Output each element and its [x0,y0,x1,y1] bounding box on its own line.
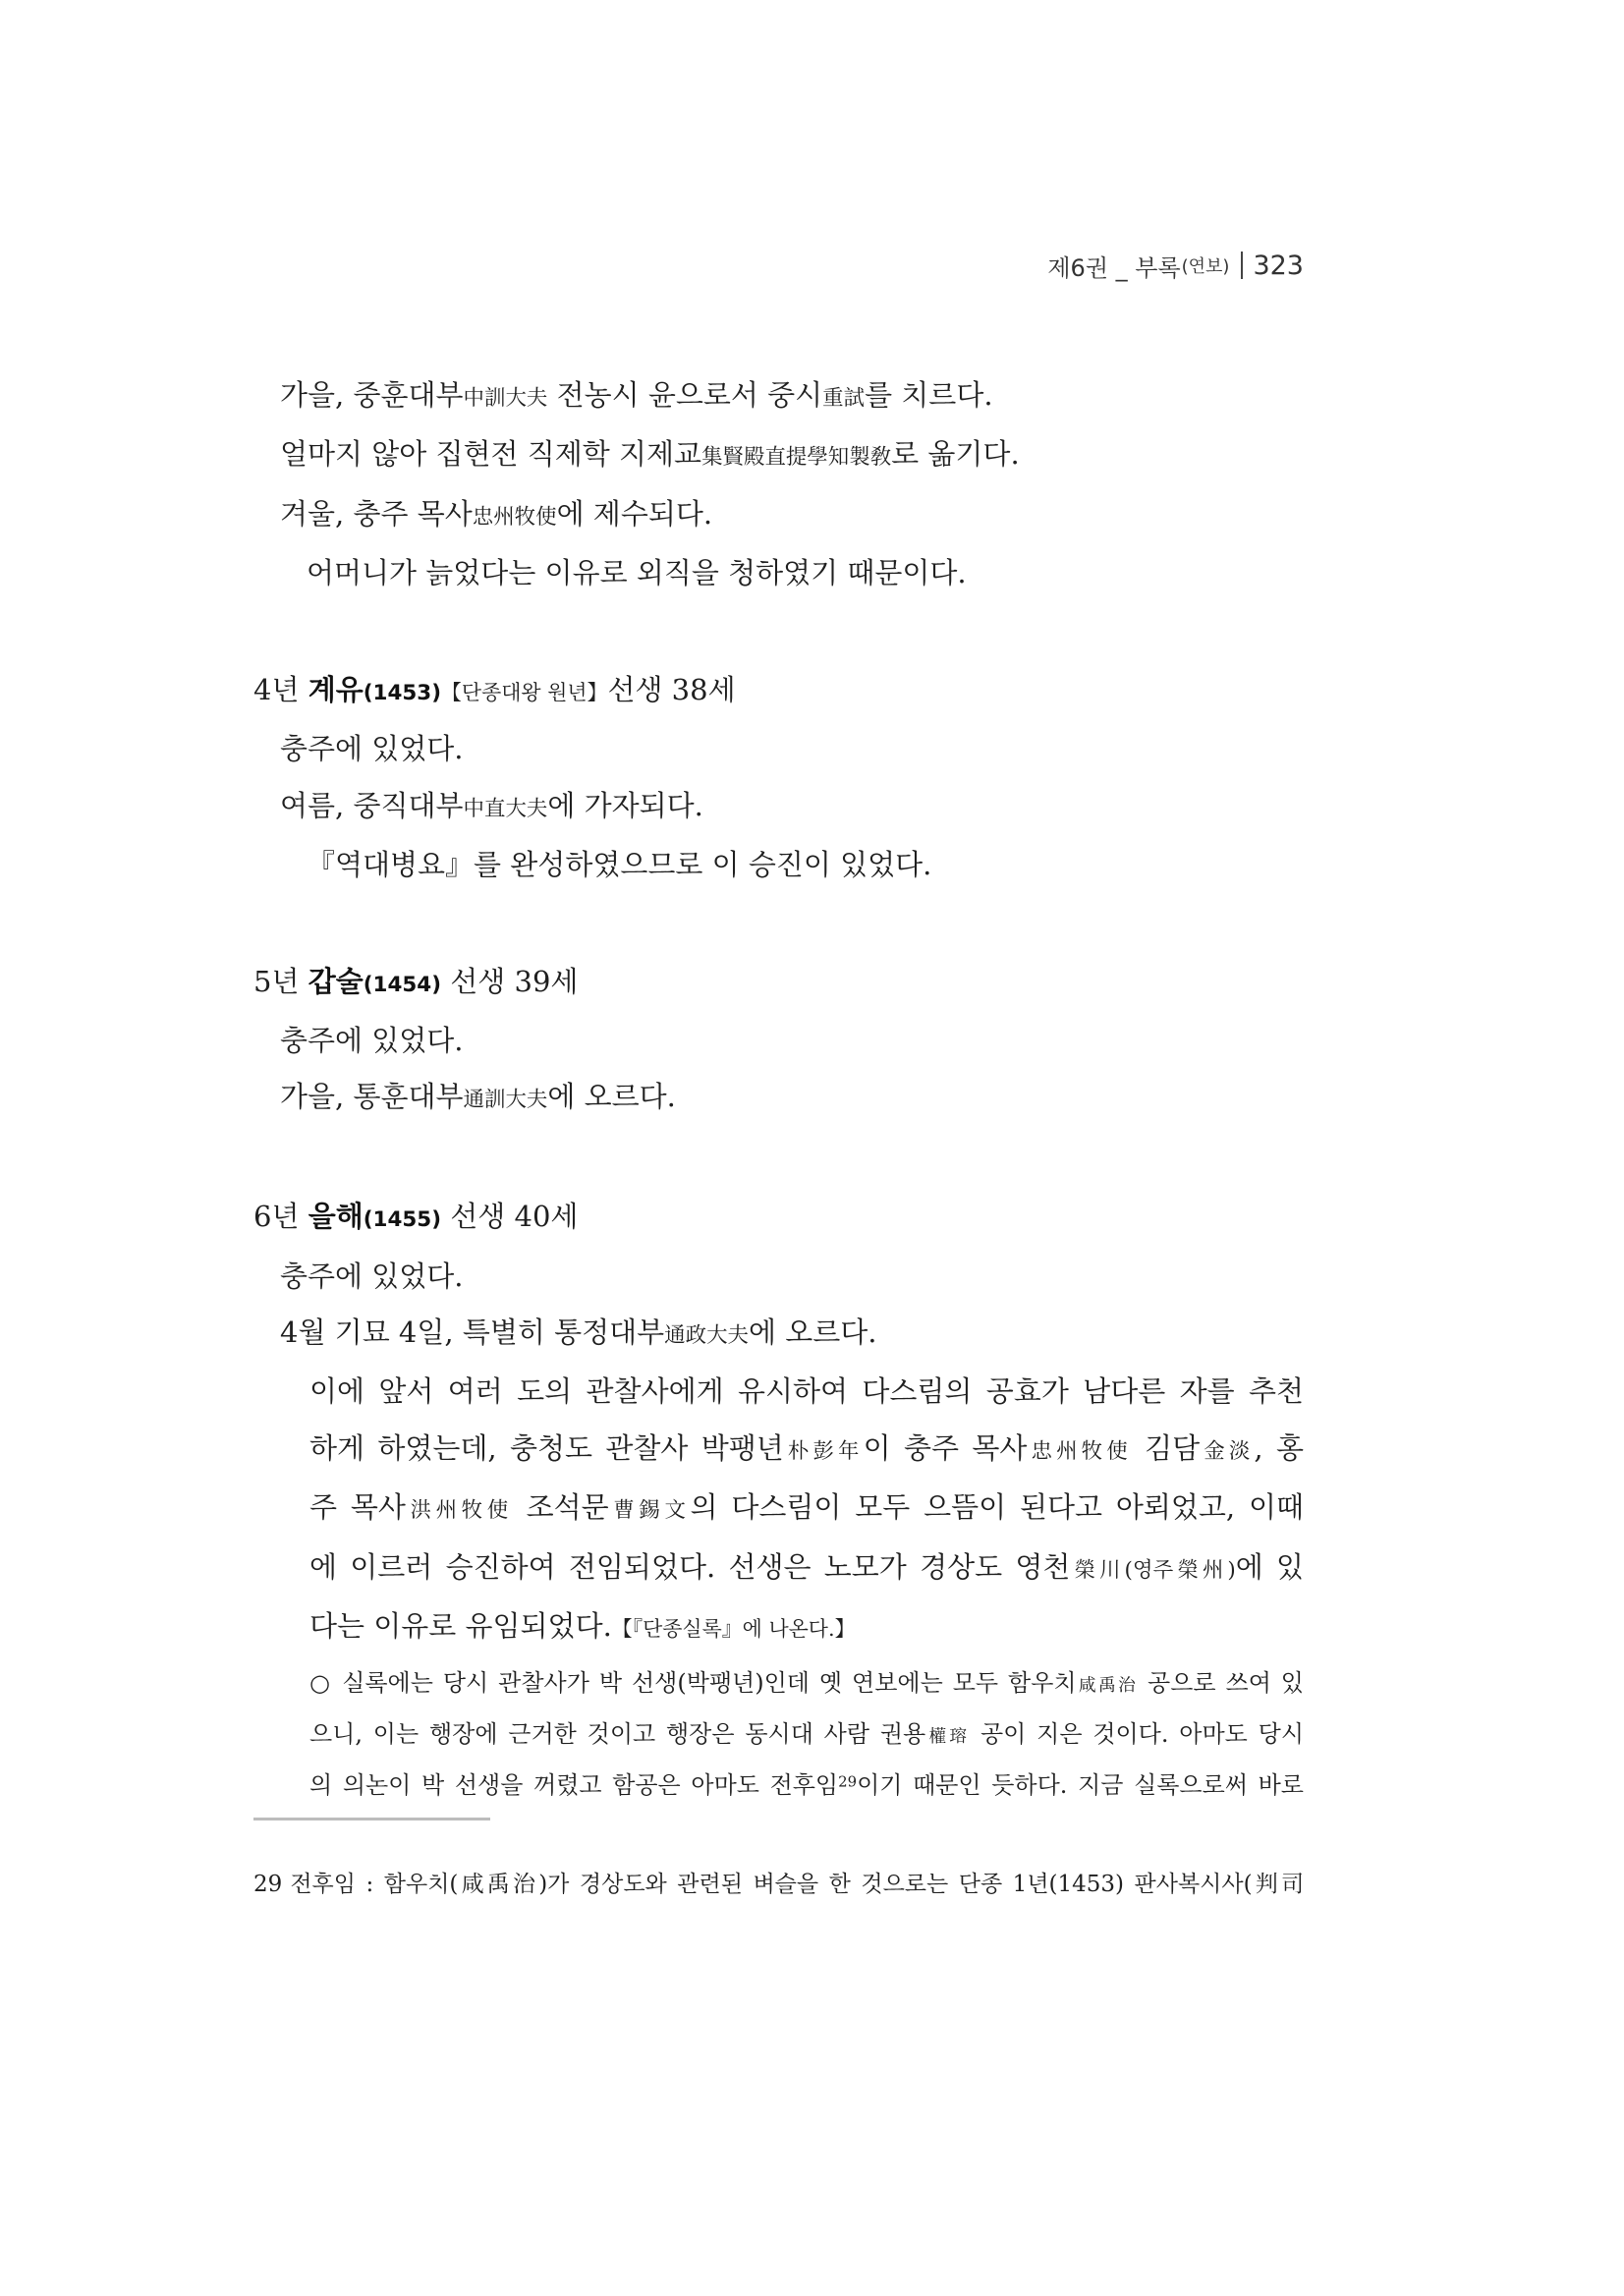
text-run: ○ 실록에는 당시 관찰사가 박 선생(박팽년)인데 옛 연보에는 모두 함우치 [309,1669,1077,1698]
text-run: 4년 [253,672,308,706]
commentary-line [253,1710,1304,1762]
hanja-gloss: 中直大夫 [463,796,548,821]
hanja-gloss: 金淡 [1200,1438,1255,1464]
chronicle-entry [253,721,1304,777]
text-run: 조석문 [512,1490,609,1525]
text-run: 공으로 쓰여 있 [1138,1669,1304,1698]
text-run: 여름, 중직대부 [280,788,464,822]
year-heading [253,954,1304,1013]
hanja-gloss: 集賢殿直提學知製敎 [701,445,892,471]
running-header [1047,246,1304,285]
text-run: 에 있 [1235,1549,1304,1584]
entry-note [253,545,1304,601]
text-run: 로 옮기다. [891,437,1020,472]
text-run: 의 다스림이 모두 으뜸이 된다고 아뢰었고, 이때 [690,1490,1305,1525]
chronicle-entry [253,367,1304,426]
hanja-gloss: 通政大夫 [664,1322,749,1348]
text-run: 이에 앞서 여러 도의 관찰사에게 유시하여 다스림의 공효가 남다른 자를 추천 [309,1374,1304,1409]
running-header-title: 제6권 _ 부록 [1047,253,1181,282]
chronicle-entry [253,1069,1304,1128]
text-run: 를 치르다. [865,377,993,412]
bracket-annotation: 【『단종실록』에 나온다.】 [611,1617,856,1641]
detail-paragraph-line [253,1540,1304,1598]
text-run: 주 목사 [309,1490,406,1525]
footnote-reference: 29 [838,1772,858,1791]
text-run: 충주에 있었다. [280,1024,464,1058]
detail-paragraph-line [253,1364,1304,1420]
text-run: 다는 이유로 유임되었다. [309,1609,612,1643]
ganji-year-name: 갑술 [308,964,364,998]
text-run: , 홍 [1254,1430,1304,1465]
page-body [253,367,1304,1810]
running-header-section: (연보) [1181,256,1230,277]
text-run: 6년 [253,1200,308,1234]
text-run: 선생 39세 [441,964,579,998]
chronicle-entry [253,426,1304,485]
text-run: 4월 기묘 4일, 특별히 통정대부 [280,1315,665,1349]
text-run: 에 가자되다. [547,788,703,822]
hanja-gloss: 洪州牧使 [405,1498,513,1524]
text-run: 충주에 있었다. [280,1259,464,1293]
header-divider [1241,252,1243,279]
year-heading [253,662,1304,721]
footnote-text: 전후임 : 함우치(咸禹治)가 경상도와 관련된 벼슬을 한 것으로는 단종 1년(1453) 판사복시사(判司 [290,1872,1304,1897]
text-run: 에 오르다. [748,1315,877,1349]
text-run: 공이 지은 것이다. 아마도 당시 [970,1720,1304,1749]
ganji-year-name: 계유 [308,672,364,706]
text-run: 충주에 있었다. [280,732,464,766]
text-run: 겨울, 충주 목사 [280,496,473,531]
year-heading [253,1189,1304,1248]
detail-paragraph-line [253,1598,1304,1657]
hanja-gloss: 朴彭年 [783,1438,864,1464]
detail-paragraph-line [253,1421,1304,1480]
year-number: (1454) [363,972,442,997]
text-run: 에 오르다. [547,1080,676,1114]
text-run: 선생 40세 [441,1200,579,1234]
chronicle-entry [253,1249,1304,1305]
text-run: 선생 38세 [607,672,736,706]
hanja-gloss: 忠州牧使 [1027,1438,1132,1464]
footnote [253,1865,1304,1904]
commentary-line [253,1659,1304,1710]
hanja-gloss: 中訓大夫 [463,385,548,411]
entry-note [253,837,1304,893]
chronicle-entry [253,1013,1304,1069]
text-run: 하게 하였는데, 충청도 관찰사 박팽년 [309,1430,784,1465]
text-run: 에 이르러 승진하여 전임되었다. 선생은 노모가 경상도 영천 [309,1549,1071,1584]
year-number: (1453) [363,680,442,705]
hanja-gloss: 曹錫文 [608,1498,691,1524]
footnote-separator [253,1818,490,1820]
hanja-gloss: 通訓大夫 [463,1088,548,1113]
text-run: 가을, 통훈대부 [280,1080,464,1114]
text-run: 에 제수되다. [556,496,713,531]
hanja-gloss: 重試 [822,385,866,411]
text-run: 가을, 중훈대부 [280,377,464,412]
text-run: 어머니가 늙었다는 이유로 외직을 청하였기 때문이다. [307,556,967,590]
page-number: 323 [1253,250,1304,281]
ganji-year-name: 을해 [308,1200,364,1234]
chronicle-entry [253,778,1304,837]
text-run: 얼마지 않아 집현전 직제학 지제교 [280,437,702,472]
text-run: 이기 때문인 듯하다. 지금 실록으로써 바로 [857,1771,1304,1799]
year-number: (1455) [363,1207,442,1233]
hanja-gloss: 權瑢 [925,1727,971,1748]
bracket-annotation: 【단종대왕 원년】 [441,680,608,704]
text-run: 으니, 이는 행장에 근거한 것이고 행장은 동시대 사람 권용 [309,1720,926,1749]
text-run: 의 의논이 박 선생을 꺼렸고 함공은 아마도 전후임 [309,1771,839,1799]
text-run: 전농시 윤으로서 중시 [547,377,823,412]
detail-paragraph-line [253,1480,1304,1539]
hanja-gloss: 咸禹治 [1076,1676,1139,1697]
text-run: 김담 [1131,1430,1201,1465]
chronicle-entry [253,1305,1304,1364]
hanja-gloss: 忠州牧使 [472,504,557,530]
commentary-line [253,1762,1304,1810]
hanja-gloss: 榮川(영주榮州) [1070,1557,1236,1583]
text-run: 5년 [253,964,308,998]
text-run: 이 충주 목사 [863,1430,1028,1465]
footnote-number: 29 [253,1872,283,1897]
text-run: 『역대병요』를 완성하였으므로 이 승진이 있었다. [307,847,932,881]
chronicle-entry [253,486,1304,545]
